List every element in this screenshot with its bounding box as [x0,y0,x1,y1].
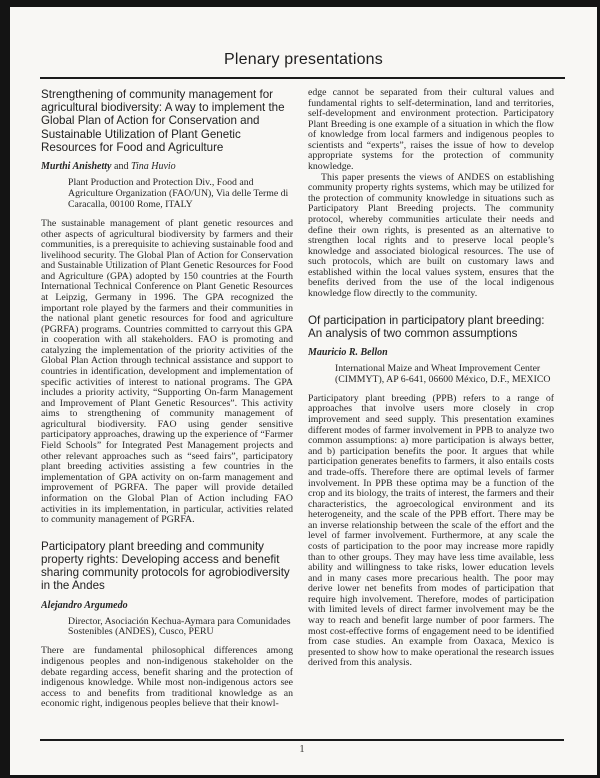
abstract-1-affiliation: Plant Production and Protection Div., Food and Agriculture Organization (FAO/UN), Via delle Terme di Caracalla, 00100 Rome, ITALY [68,177,289,210]
two-column-layout [10,88,597,733]
abstract-section-2-continuation [308,88,554,300]
right-column [308,88,554,733]
abstract-1-authors [41,161,293,172]
abstract-2-body-continued: edge cannot be separated from their cultural values and fundamental rights to self-determination, land and territories, self-development and environment protection. Participatory Plant Breeding is one example of a situation in which the flow of knowledge from local farmers and indigenous peoples to scientists and “experts”, raises the issue of how to develop appropriate systems for the protection of community knowledge. [308,88,554,173]
author-name: Alejandro Argumedo [41,599,128,611]
abstract-1-body: The sustainable management of plant genetic resources and other aspects of agricultural biodiversity by farmers and their communities, is a prerequisite to achieving sustainable food and livelihood security. The Global Plan of Action for Conservation and Sustainable Utilization of Plant Genetic Resources for Food and Agriculture (GPA) adopted by 150 countries at the Fourth International Technical Conference on Plant Genetic Resources at Leipzig, Germany in 1996. The GPA recognized the important role played by the farmers and their communities in the national plant genetic resources for food and agriculture (PGRFA) programs. Countries committed to carryout this GPA in cooperation with all stakeholders. FAO is promoting and catalyzing the implementation of the priority activities of the Global Plan Action through technical assistance and support to countries in identification, development and implementation of specific activities of interest to national programs. The GPA includes a priority activity, “Supporting On-farm Management and Improvement of Plant Genetic Resources”. This activity aims to strengthening of community management of agricultural biodiversity. FAO using gender sensitive participatory approaches, drawing up the experience of “Farmer Field Schools” for Integrated Pest Management projects and other relevant approaches such as “seed fairs”, participatory plant breeding activities assisting a few countries in the implementation of GPA activity on on-farm management and improvement of PGRFA. The paper will provide detailed information on the Global Plan of Action including FAO activities in its implementation, in particular, activities related to community management of PGRFA. [41,217,293,526]
abstract-3-affiliation: International Maize and Wheat Improvement Center (CIMMYT), AP 6-641, 06600 México, D.F., MEXICO [335,362,551,385]
abstract-1-title: Strengthening of community management for agricultural biodiversity: A way to implement the Global Plan of Action for Conservation and Sustainable Utilization of Plant Genetic Resources for Food and Agriculture [41,88,285,154]
abstract-3-title: Of participation in participatory plant breeding: An analysis of two common assumptions [308,313,545,340]
footer-rule [40,739,564,741]
author-name: Tina Huvio [130,161,176,173]
document-page [10,7,597,775]
author-connector: and [111,161,131,173]
abstract-2-body-start: There are fundamental philosophical differences among indigenous peoples and non-indigenous stakeholder on the debate regarding access, benefit sharing and the protection of indigenous knowledge. While most non-indigenous actors see access to and benefits from traditional knowledge as an economic right, indigenous peoples believe that their knowl- [41,645,293,710]
abstract-section-1 [41,88,293,526]
abstract-2-affiliation: Director, Asociación Kechua-Aymara para Comunidades Sostenibles (ANDES), Cusco, PERU [68,615,291,638]
abstract-2-title: Participatory plant breeding and community property rights: Developing access and benefit sharing community protocols for agrobiodiversity in the Andes [41,539,290,593]
author-name: Murthi Anishetty [41,161,112,173]
page-number: 1 [299,744,305,755]
abstract-section-3 [308,314,554,669]
abstract-3-body: Participatory plant breeding (PPB) refers to a range of approaches that involve users more closely in crop improvement and seed supply. This presentation examines different modes of farmer involvement in PPB to analyze two common assumptions: a) more participation is always better, and b) participation benefits the poor. It argues that while participation generates benefits to farmers, it also entails costs and trade-offs. Therefore there are optimal levels of farmer involvement. In PPB these optima may be a function of the crop and its biology, the traits of interest, the farmers and their characteristics, the agroecological environment and its heterogeneity, and the scale of the PPB effort. There may be an inverse relationship between the scale of the effort and the level of farmer involvement. Furthermore, at any scale the costs of participation to the poor may increase more rapidly than to other groups. They may have less time available, less ability and willingness to take risks, lower education levels and in many cases more precarious health. The poor may derive lower net benefits from modes of participation that require high involvement. Therefore, modes of participation with limited levels of direct farmer involvement may be the way to reach and benefit large number of poor farmers. The most cost-effective forms of engagement need to be identified from case studies. An example from Oaxaca, Mexico is presented to show how to make operational the research issues derived from this analysis. [308,392,554,669]
abstract-section-2 [41,540,293,710]
abstract-3-authors [308,347,554,358]
page-title: Plenary presentations [224,51,383,68]
abstract-2-authors [41,600,293,611]
abstract-2-body-paragraph-2: This paper presents the views of ANDES on establishing community property rights systems, which may be utilized for the protection of community knowledge in situations such as Participatory Plant Breeding projects. The community protocol, whereby communities articulate their needs and define their own rights, is presented as an alternative to strengthen local rights and to preserve local people’s knowledge and associated biological resources. The use of such protocols, which are built on customary laws and established within the local values system, ensures that the benefits derived from the use of the local indigenous knowledge flow directly to the community. [308,171,554,299]
header-rule [40,77,565,79]
left-column [41,88,293,733]
author-name: Mauricio R. Bellon [308,346,388,358]
page-header [10,7,597,79]
page-footer [40,739,564,755]
